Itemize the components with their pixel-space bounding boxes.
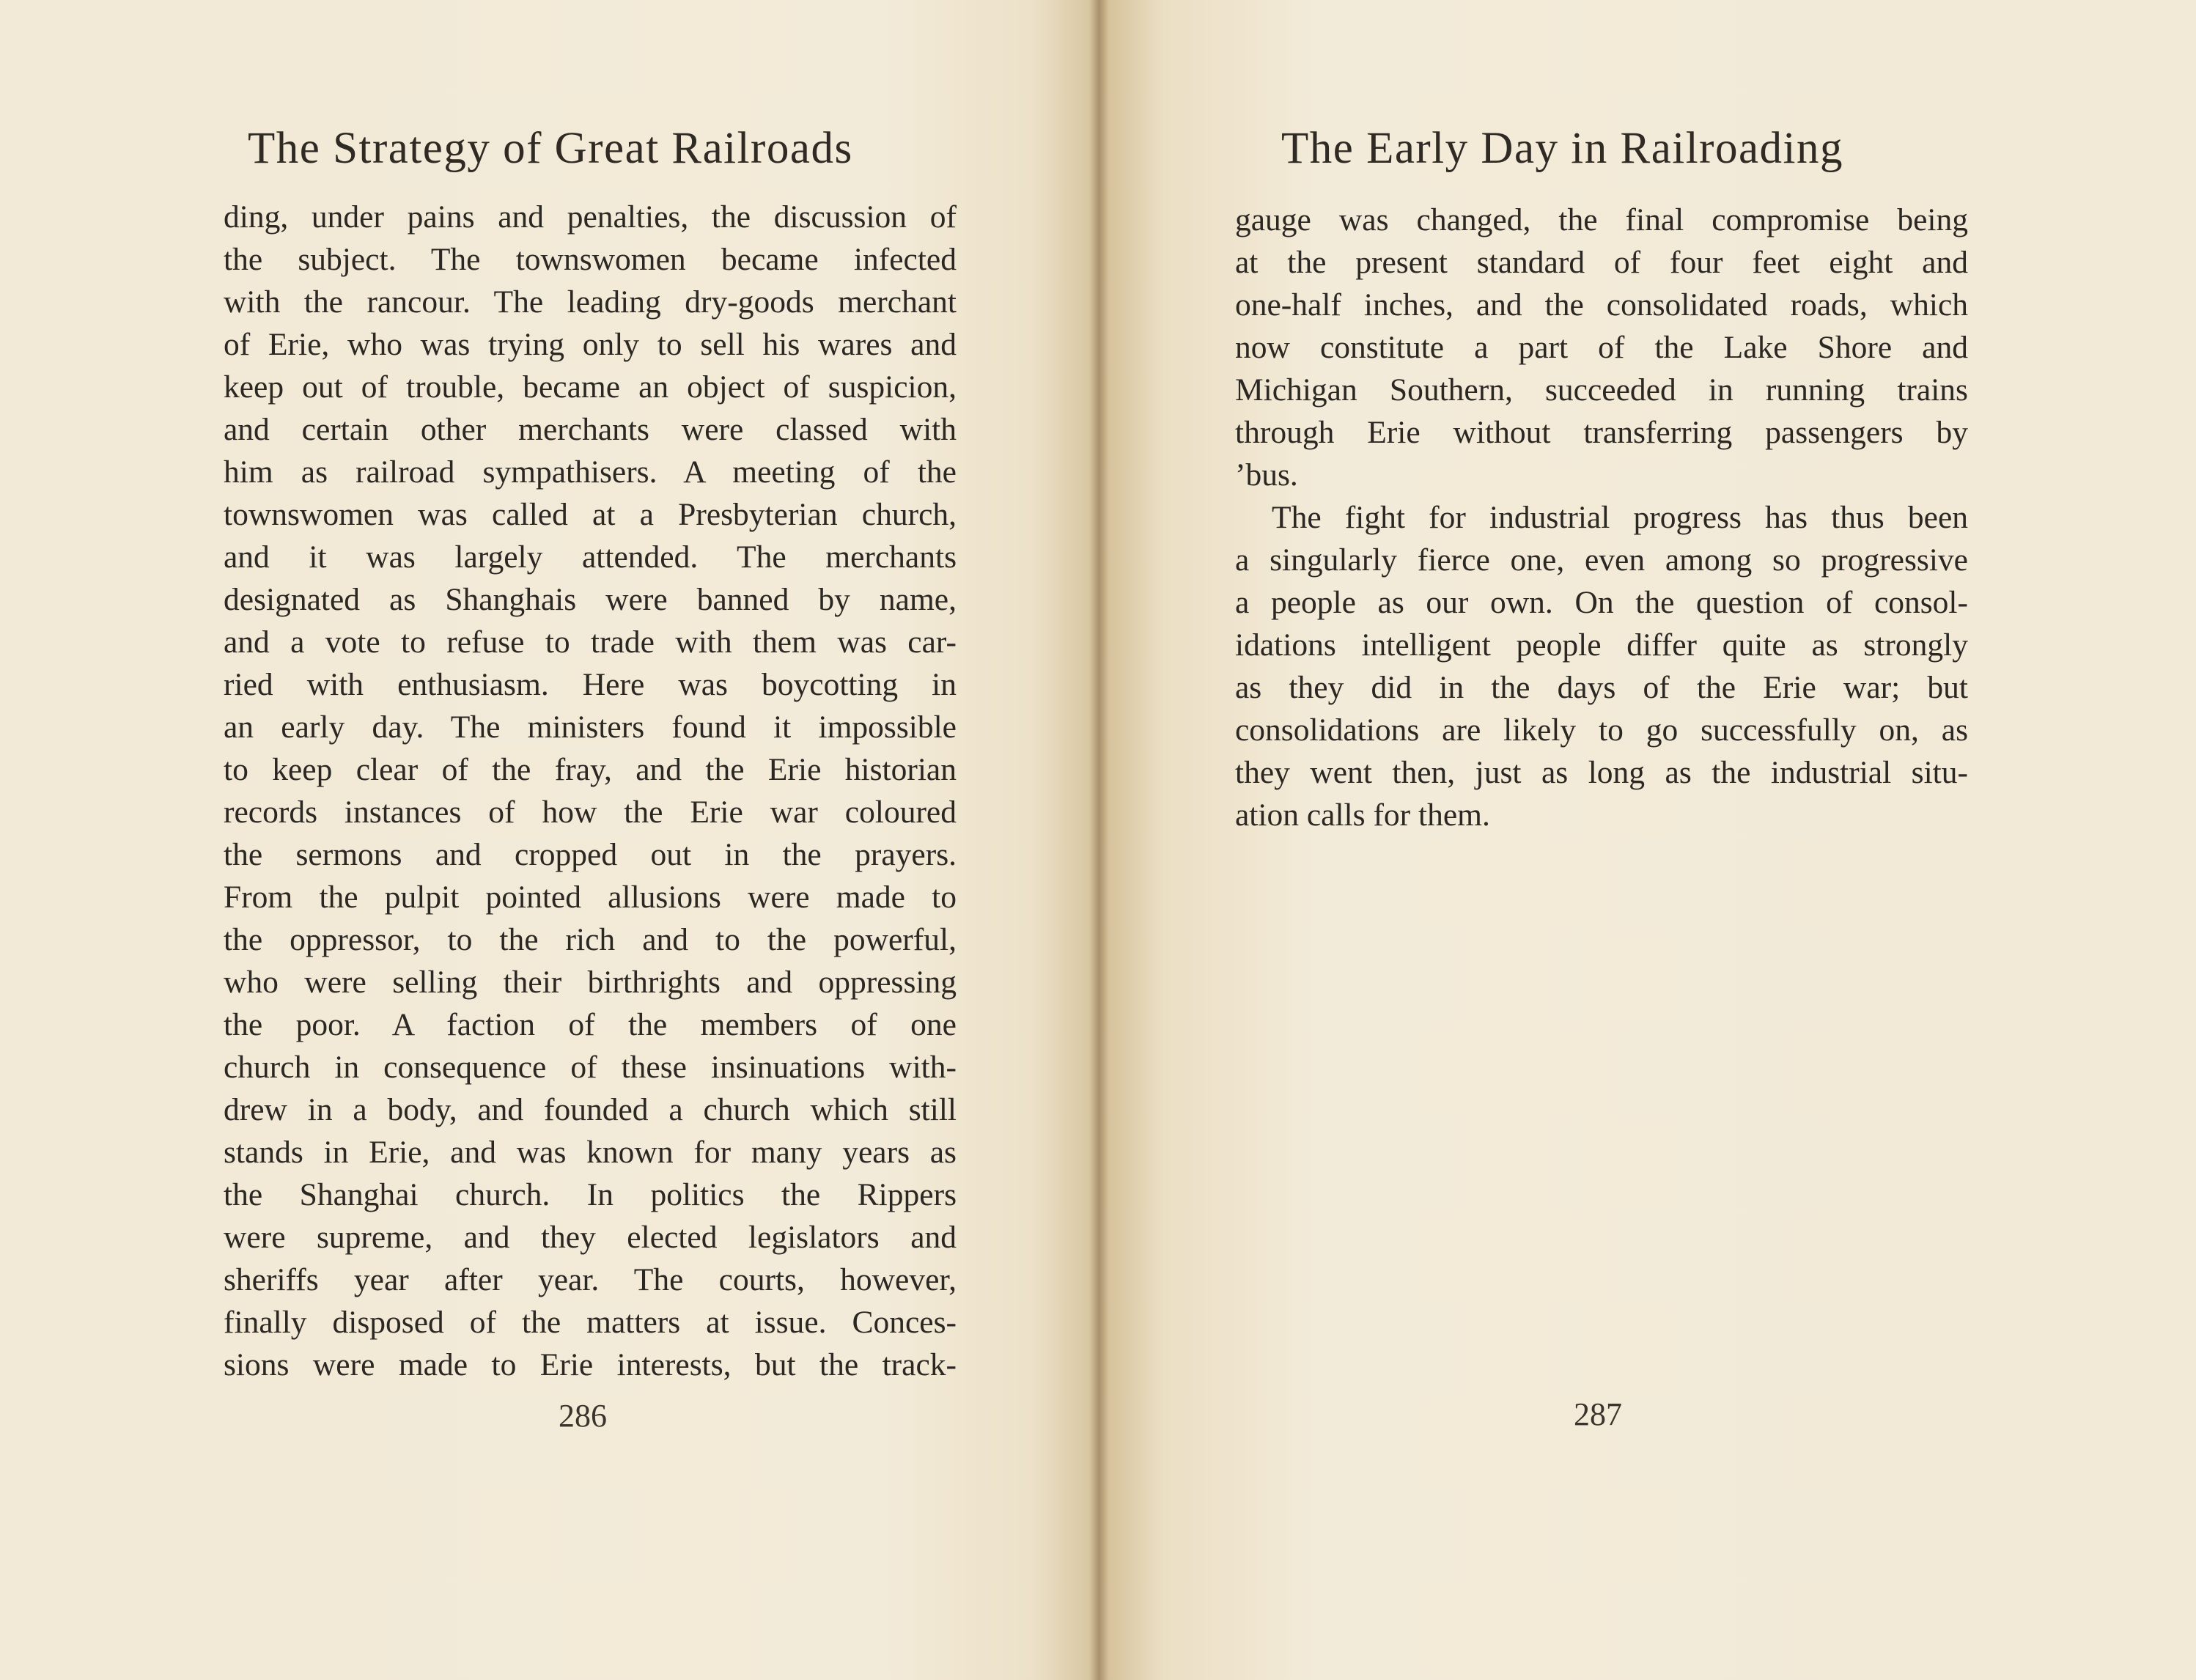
- page-number: 287: [1574, 1396, 1622, 1432]
- text-line: ation calls for them.: [1235, 797, 1490, 833]
- text-line: drew in a body, and founded a church which still: [224, 1092, 957, 1127]
- running-head: The Early Day in Railroading: [1281, 124, 1844, 173]
- text-line: ’bus.: [1235, 457, 1298, 493]
- text-line: they went then, just as long as the industrial situ-: [1235, 755, 1968, 790]
- text-line: ried with enthusiasm. Here was boycotting in: [224, 667, 957, 702]
- text-line: the oppressor, to the rich and to the powerful,: [224, 922, 957, 957]
- text-line: the sermons and cropped out in the prayers.: [224, 837, 957, 872]
- text-line: and a vote to refuse to trade with them was car-: [224, 625, 957, 660]
- text-line: Michigan Southern, succeeded in running trains: [1235, 372, 1968, 408]
- text-line: sions were made to Erie interests, but the track-: [224, 1347, 957, 1382]
- text-line: now constitute a part of the Lake Shore and: [1235, 330, 1968, 365]
- text-line: townswomen was called at a Presbyterian church,: [224, 497, 957, 532]
- text-line: with the rancour. The leading dry-goods merchant: [224, 284, 957, 320]
- text-line: designated as Shanghais were banned by name,: [224, 582, 957, 617]
- running-head: The Strategy of Great Railroads: [248, 124, 853, 173]
- page-number: 286: [559, 1398, 607, 1434]
- text-line: and certain other merchants were classed with: [224, 412, 957, 447]
- text-line: as they did in the days of the Erie war; but: [1235, 670, 1968, 705]
- text-line: sheriffs year after year. The courts, however,: [224, 1262, 957, 1297]
- text-line: were supreme, and they elected legislators and: [224, 1220, 957, 1255]
- text-line: an early day. The ministers found it impossible: [224, 710, 957, 745]
- text-line: him as railroad sympathisers. A meeting of the: [224, 454, 957, 490]
- text-line: one-half inches, and the consolidated roads, which: [1235, 287, 1968, 323]
- text-line: keep out of trouble, became an object of suspicion,: [224, 369, 957, 405]
- text-line: stands in Erie, and was known for many years as: [224, 1135, 957, 1170]
- text-line: a singularly fierce one, even among so progressive: [1235, 542, 1968, 578]
- text-line: idations intelligent people differ quite as strongly: [1235, 627, 1968, 663]
- body-text: [1235, 199, 1968, 836]
- text-line: gauge was changed, the final compromise being: [1235, 202, 1968, 237]
- text-line: of Erie, who was trying only to sell his wares and: [224, 327, 957, 362]
- text-line: ding, under pains and penalties, the discussion of: [224, 199, 957, 235]
- text-line: the Shanghai church. In politics the Rippers: [224, 1177, 957, 1212]
- text-line: church in consequence of these insinuations with-: [224, 1050, 957, 1085]
- text-line: records instances of how the Erie war coloured: [224, 795, 957, 830]
- text-line: to keep clear of the fray, and the Erie historian: [224, 752, 957, 787]
- text-line: at the present standard of four feet eight and: [1235, 245, 1968, 280]
- text-line: consolidations are likely to go successfully on, as: [1235, 712, 1968, 748]
- body-text: [224, 196, 957, 1386]
- text-line: The fight for industrial progress has thus been: [1272, 500, 1968, 535]
- text-line: From the pulpit pointed allusions were made to: [224, 880, 957, 915]
- text-line: through Erie without transferring passengers by: [1235, 415, 1968, 450]
- left-page: [0, 0, 1095, 1680]
- text-line: the poor. A faction of the members of one: [224, 1007, 957, 1042]
- text-line: who were selling their birthrights and oppressing: [224, 965, 957, 1000]
- text-line: the subject. The townswomen became infected: [224, 242, 957, 277]
- text-line: a people as our own. On the question of consol-: [1235, 585, 1968, 620]
- text-line: and it was largely attended. The merchants: [224, 539, 957, 575]
- text-line: finally disposed of the matters at issue. Conces-: [224, 1305, 957, 1340]
- right-page: [1099, 0, 2196, 1680]
